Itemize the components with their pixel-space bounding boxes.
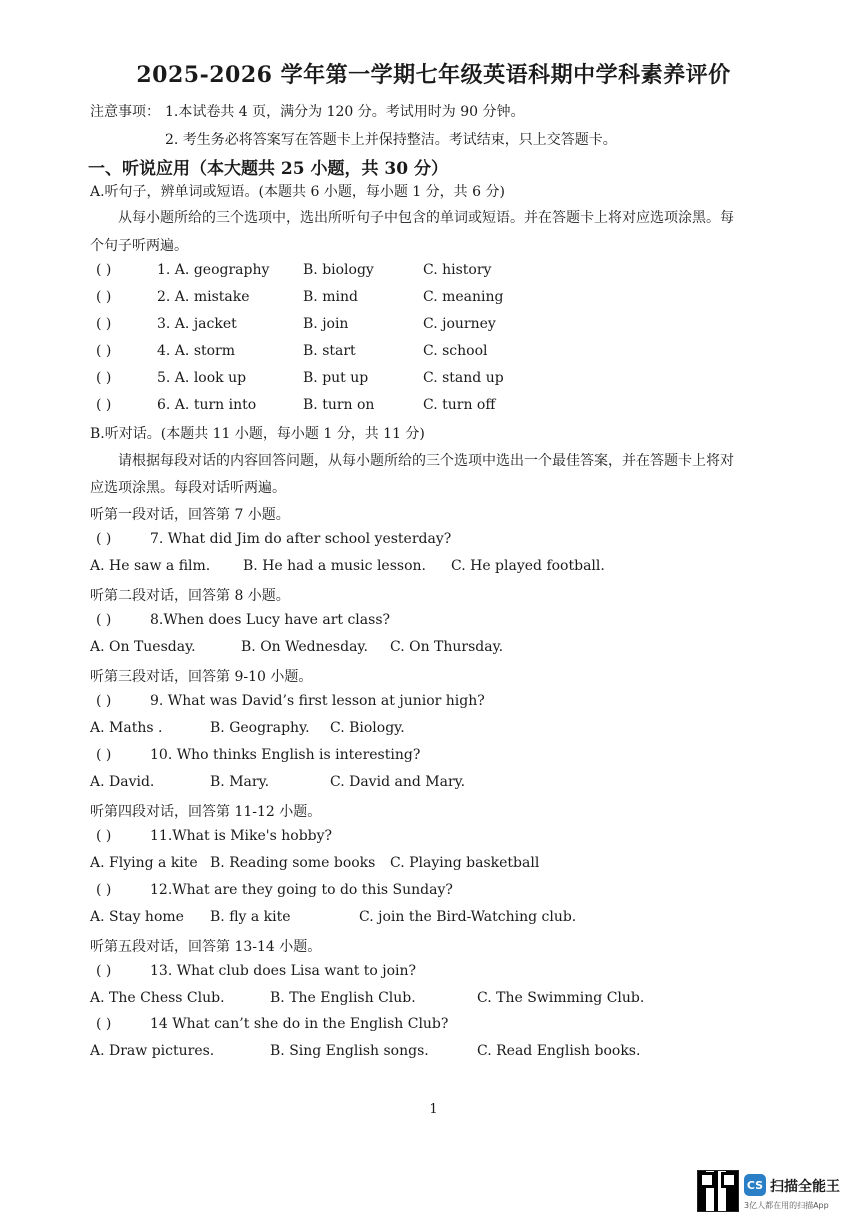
option-a: 6. A. turn into (157, 397, 257, 413)
q13-option-c: C. The Swimming Club. (477, 990, 645, 1006)
option-b: B. start (303, 343, 356, 359)
q14-option-b: B. Sing English songs. (270, 1043, 429, 1059)
question-11: 11.What is Mike's hobby? (150, 828, 333, 844)
answer-paren: ( ) (96, 397, 112, 413)
exam-title: 2025-2026 学年第一学期七年级英语科期中学科素养评价 (136, 62, 731, 88)
question-10: 10. Who thinks English is interesting? (150, 747, 421, 763)
q8-option-c: C. On Thursday. (390, 639, 504, 655)
notes-item-2: 2. 考生务必将答案写在答题卡上并保持整洁。考试结束，只上交答题卡。 (165, 132, 617, 148)
dialogue-5-label: 听第五段对话，回答第 13-14 小题。 (90, 939, 322, 955)
option-c: C. stand up (423, 370, 504, 386)
q7-option-b: B. He had a music lesson. (243, 558, 426, 574)
q12-option-a: A. Stay home (90, 909, 184, 925)
q12-option-c: C. join the Bird-Watching club. (359, 909, 577, 925)
answer-paren: ( ) (96, 828, 112, 844)
q9-option-c: C. Biology. (330, 720, 405, 736)
camscanner-logo: CS (744, 1174, 766, 1196)
question-14: 14 What can’t she do in the English Club? (150, 1016, 449, 1032)
answer-paren: ( ) (96, 316, 112, 332)
option-c: C. meaning (423, 289, 504, 305)
section-1-heading: 一、听说应用（本大题共 25 小题，共 30 分） (88, 159, 448, 179)
option-b: B. join (303, 316, 349, 332)
q9-option-b: B. Geography. (210, 720, 310, 736)
q7-option-a: A. He saw a film. (90, 558, 211, 574)
answer-paren: ( ) (96, 262, 112, 278)
option-a: 5. A. look up (157, 370, 247, 386)
camscanner-name: 扫描全能王 (770, 1179, 840, 1195)
answer-paren: ( ) (96, 963, 112, 979)
question-9: 9. What was David’s first lesson at junior high? (150, 693, 485, 709)
q10-option-b: B. Mary. (210, 774, 270, 790)
option-c: C. journey (423, 316, 496, 332)
q11-option-b: B. Reading some books (210, 855, 376, 871)
question-7: 7. What did Jim do after school yesterday? (150, 531, 452, 547)
dialogue-2-label: 听第二段对话，回答第 8 小题。 (90, 588, 290, 604)
option-c: C. school (423, 343, 488, 359)
option-a: 2. A. mistake (157, 289, 250, 305)
option-b: B. put up (303, 370, 369, 386)
notes-label: 注意事项： (90, 104, 160, 120)
option-a: 1. A. geography (157, 262, 270, 278)
option-a: 3. A. jacket (157, 316, 237, 332)
question-13: 13. What club does Lisa want to join? (150, 963, 417, 979)
option-b: B. biology (303, 262, 374, 278)
answer-paren: ( ) (96, 370, 112, 386)
option-b: B. turn on (303, 397, 375, 413)
q7-option-c: C. He played football. (451, 558, 605, 574)
q8-option-b: B. On Wednesday. (241, 639, 368, 655)
option-c: C. history (423, 262, 492, 278)
q10-option-a: A. David. (90, 774, 155, 790)
q10-option-c: C. David and Mary. (330, 774, 466, 790)
answer-paren: ( ) (96, 747, 112, 763)
option-c: C. turn off (423, 397, 496, 413)
q13-option-a: A. The Chess Club. (90, 990, 225, 1006)
q13-option-b: B. The English Club. (270, 990, 416, 1006)
question-8: 8.When does Lucy have art class? (150, 612, 391, 628)
answer-paren: ( ) (96, 1016, 112, 1032)
notes-item-1: 1.本试卷共 4 页，满分为 120 分。考试用时为 90 分钟。 (165, 104, 525, 120)
answer-paren: ( ) (96, 693, 112, 709)
dialogue-3-label: 听第三段对话，回答第 9-10 小题。 (90, 669, 313, 685)
part-a-instruction-1: 从每小题所给的三个选项中，选出所听句子中包含的单词或短语。并在答题卡上将对应选项涂黑。每 (118, 210, 734, 226)
part-a-instruction-2: 个句子听两遍。 (90, 238, 188, 254)
page-number: 1 (429, 1102, 438, 1117)
answer-paren: ( ) (96, 612, 112, 628)
option-b: B. mind (303, 289, 358, 305)
q14-option-a: A. Draw pictures. (90, 1043, 215, 1059)
answer-paren: ( ) (96, 289, 112, 305)
part-b-heading: B.听对话。(本题共 11 小题，每小题 1 分，共 11 分) (90, 426, 425, 442)
q9-option-a: A. Maths . (90, 720, 163, 736)
dialogue-4-label: 听第四段对话，回答第 11-12 小题。 (90, 804, 322, 820)
answer-paren: ( ) (96, 343, 112, 359)
q11-option-a: A. Flying a kite (90, 855, 198, 871)
qr-code-icon (697, 1170, 739, 1212)
dialogue-1-label: 听第一段对话，回答第 7 小题。 (90, 507, 290, 523)
part-b-instruction-1: 请根据每段对话的内容回答问题，从每小题所给的三个选项中选出一个最佳答案，并在答题卡上将对 (118, 453, 734, 469)
question-12: 12.What are they going to do this Sunday? (150, 882, 453, 898)
q11-option-c: C. Playing basketball (390, 855, 540, 871)
q14-option-c: C. Read English books. (477, 1043, 641, 1059)
answer-paren: ( ) (96, 531, 112, 547)
part-a-heading: A.听句子，辨单词或短语。(本题共 6 小题，每小题 1 分，共 6 分) (90, 184, 505, 200)
option-a: 4. A. storm (157, 343, 236, 359)
q12-option-b: B. fly a kite (210, 909, 291, 925)
answer-paren: ( ) (96, 882, 112, 898)
q8-option-a: A. On Tuesday. (90, 639, 196, 655)
camscanner-tagline: 3亿人都在用的扫描App (744, 1201, 829, 1210)
part-b-instruction-2: 应选项涂黑。每段对话听两遍。 (90, 480, 286, 496)
